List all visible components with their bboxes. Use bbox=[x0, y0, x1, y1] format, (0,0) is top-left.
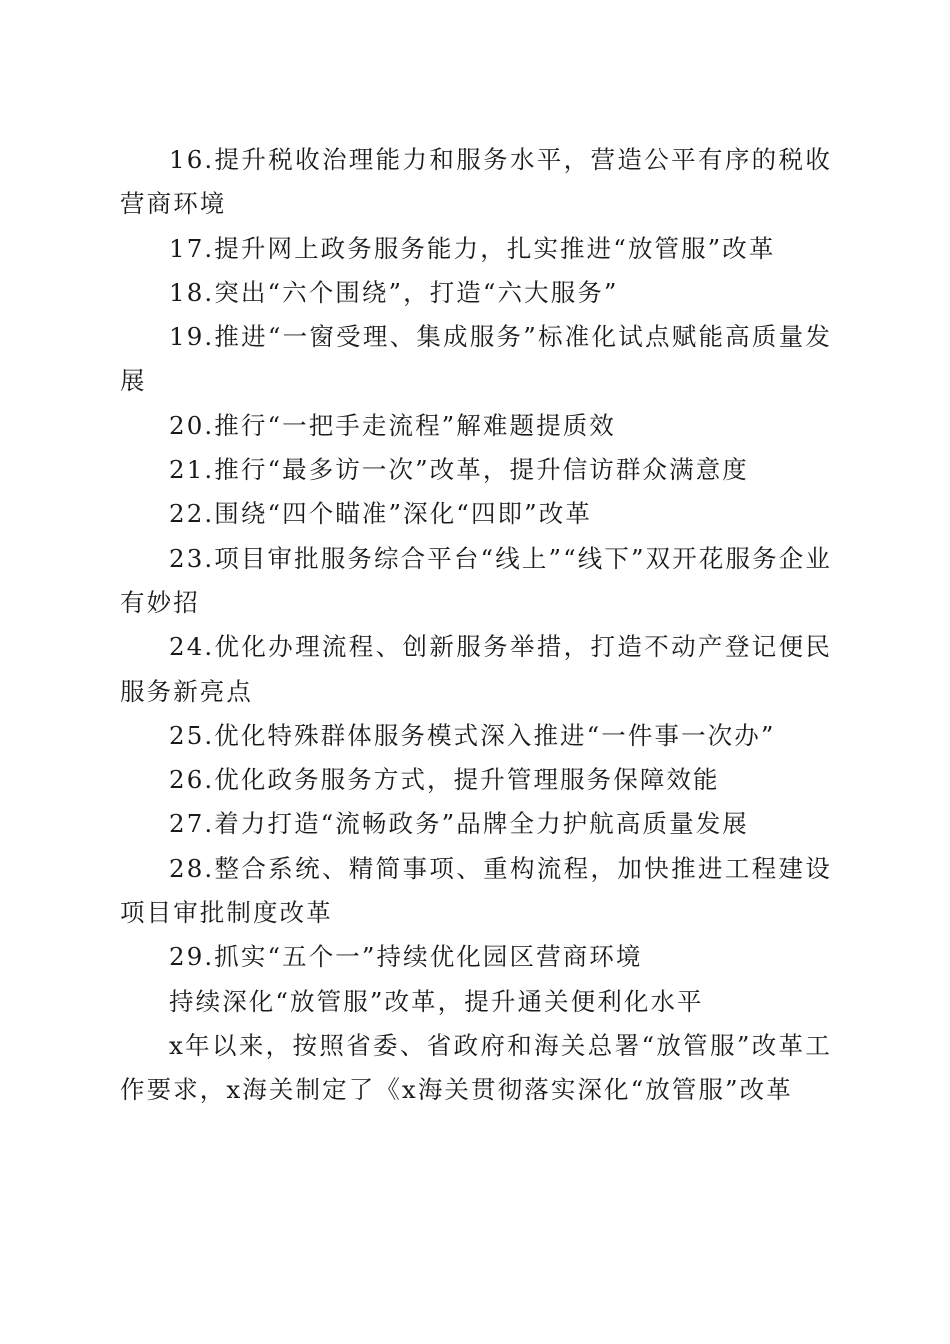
paragraph-item-21: 21.推行“最多访一次”改革，提升信访群众满意度 bbox=[169, 455, 749, 485]
paragraph-item-24: 24.优化办理流程、创新服务举措，打造不动产登记便民服务新亮点 bbox=[120, 632, 832, 706]
paragraph-item-28: 28.整合系统、精简事项、重构流程，加快推进工程建设项目审批制度改革 bbox=[120, 853, 832, 928]
paragraph-item-22: 22.围绕“四个瞄准”深化“四即”改革 bbox=[169, 499, 592, 529]
section-heading: 持续深化“放管服”改革，提升通关便利化水平 bbox=[169, 986, 704, 1016]
document-page bbox=[120, 138, 832, 1113]
body-paragraph: x年以来，按照省委、省政府和海关总署“放管服”改革工作要求，x海关制定了《x海关贯彻落实深化“放管服”改革 bbox=[120, 1030, 832, 1105]
paragraph-item-25: 25.优化特殊群体服务模式深入推进“一件事一次办” bbox=[169, 720, 776, 750]
paragraph-item-29: 29.抓实“五个一”持续优化园区营商环境 bbox=[169, 942, 643, 972]
paragraph-item-16: 16.提升税收治理能力和服务水平，营造公平有序的税收营商环境 bbox=[120, 145, 832, 219]
paragraph-item-27: 27.着力打造“流畅政务”品牌全力护航高质量发展 bbox=[169, 809, 749, 839]
paragraph-item-26: 26.优化政务服务方式，提升管理服务保障效能 bbox=[169, 765, 720, 795]
paragraph-item-23: 23.项目审批服务综合平台“线上”“线下”双开花服务企业有妙招 bbox=[120, 543, 832, 617]
paragraph-item-17: 17.提升网上政务服务能力，扎实推进“放管服”改革 bbox=[169, 233, 776, 263]
paragraph-item-18: 18.突出“六个围绕”，打造“六大服务” bbox=[169, 277, 619, 307]
paragraph-item-19: 19.推进“一窗受理、集成服务”标准化试点赋能高质量发展 bbox=[120, 322, 832, 396]
paragraph-item-20: 20.推行“一把手走流程”解难题提质效 bbox=[169, 410, 616, 440]
